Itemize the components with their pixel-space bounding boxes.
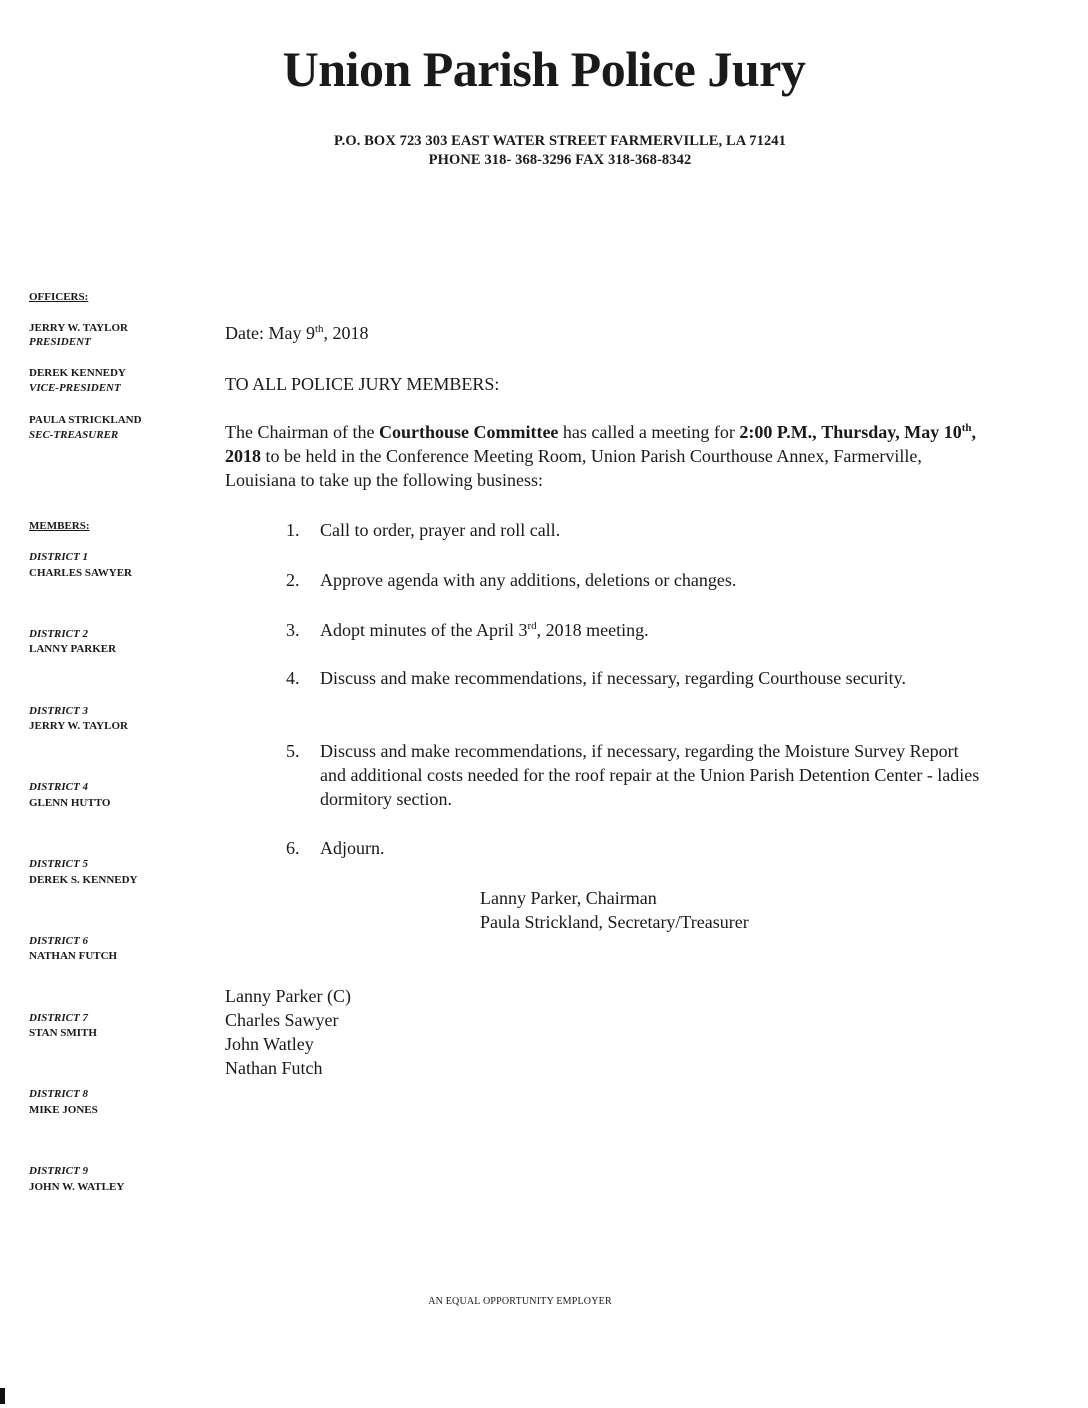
letterhead-title: Union Parish Police Jury (282, 41, 806, 97)
member-name: LANNY PARKER (29, 643, 117, 655)
officer-role: SEC-TREASURER (29, 429, 119, 441)
member-district: DISTRICT 4 (29, 781, 88, 793)
member-name: CHARLES SAWYER (29, 567, 132, 579)
member-district: DISTRICT 9 (29, 1165, 88, 1177)
agenda-item: 2. Approve agenda with any additions, deletions or changes. (286, 570, 737, 590)
signature-chairman: Lanny Parker, Chairman (480, 888, 657, 908)
distribution-name: Nathan Futch (225, 1058, 323, 1078)
agenda-item: 3. Adopt minutes of the April 3rd, 2018 meeting. (286, 620, 649, 640)
footer-eoe: AN EQUAL OPPORTUNITY EMPLOYER (428, 1296, 612, 1307)
member-district: DISTRICT 1 (29, 551, 88, 563)
member-district: DISTRICT 5 (29, 858, 88, 870)
agenda-item: 5. Discuss and make recommendations, if necessary, regarding the Moisture Survey Report and additional costs needed for the roof repair at the Union Parish Detention Center - ladies dormitory section. (286, 741, 980, 809)
member-name: MIKE JONES (29, 1104, 98, 1116)
distribution-name: Lanny Parker (C) (225, 986, 351, 1006)
agenda-item: 4. Discuss and make recommendations, if necessary, regarding Courthouse security. (286, 668, 906, 688)
member-name: JERRY W. TAYLOR (29, 720, 128, 732)
member-name: DEREK S. KENNEDY (29, 874, 138, 886)
officer-name: PAULA STRICKLAND (29, 414, 142, 426)
member-name: JOHN W. WATLEY (29, 1181, 125, 1193)
letterhead-address: P.O. BOX 723 303 EAST WATER STREET FARMERVILLE, LA 71241 (333, 133, 786, 149)
member-district: DISTRICT 8 (29, 1088, 88, 1100)
officer-role: PRESIDENT (29, 336, 91, 348)
salutation: TO ALL POLICE JURY MEMBERS: (225, 374, 500, 394)
member-district: DISTRICT 7 (29, 1012, 88, 1024)
meeting-notice-paragraph: The Chairman of the Courthouse Committee has called a meeting for 2:00 P.M., Thursday, May 10th, 2018 to be held in the Conference Meeting Room, Union Parish Courthouse Annex, Farmerville, Louisiana to take up the following business: (225, 422, 976, 490)
agenda-item: 6. Adjourn. (286, 838, 385, 858)
signature-secretary: Paula Strickland, Secretary/Treasurer (480, 912, 749, 932)
member-name: GLENN HUTTO (29, 797, 111, 809)
members-heading: MEMBERS: (29, 520, 90, 532)
officer-name: JERRY W. TAYLOR (29, 322, 128, 334)
officer-role: VICE-PRESIDENT (29, 382, 121, 394)
letterhead-phone-fax: PHONE 318- 368-3296 FAX 318-368-8342 (428, 152, 692, 168)
scan-edge-mark (0, 1388, 5, 1404)
member-district: DISTRICT 6 (29, 935, 88, 947)
distribution-name: Charles Sawyer (225, 1010, 339, 1030)
member-name: NATHAN FUTCH (29, 950, 118, 962)
agenda-item: 1. Call to order, prayer and roll call. (286, 520, 561, 540)
member-district: DISTRICT 2 (29, 628, 88, 640)
officer-name: DEREK KENNEDY (29, 367, 126, 379)
member-name: STAN SMITH (29, 1027, 97, 1039)
distribution-name: John Watley (225, 1034, 314, 1054)
member-district: DISTRICT 3 (29, 705, 88, 717)
officers-heading: OFFICERS: (29, 291, 89, 303)
letter-date: Date: May 9th, 2018 (225, 323, 369, 343)
